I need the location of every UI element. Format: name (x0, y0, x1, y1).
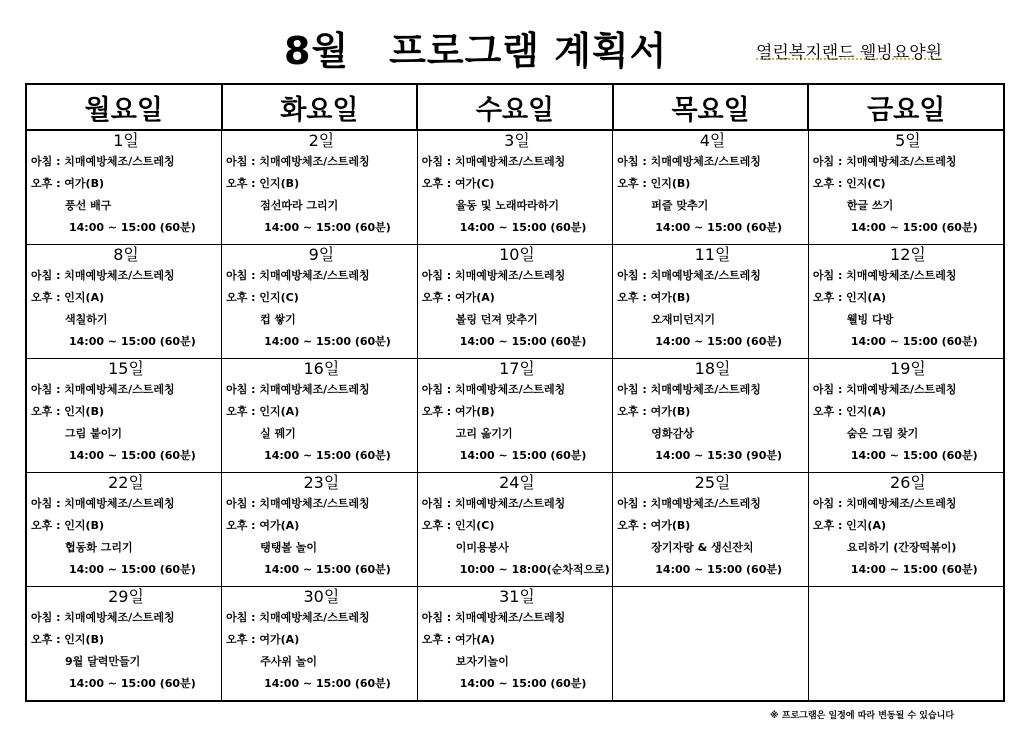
activity-name: 오재미던지기 (651, 313, 716, 326)
afternoon-program: 오후 : 인지(B) (617, 177, 691, 190)
afternoon-program: 오후 : 인지(B) (31, 633, 105, 646)
activity-name: 퍼즐 맞추기 (651, 199, 709, 212)
afternoon-program: 오후 : 인지(B) (31, 405, 105, 418)
day-number: 25일 (694, 473, 731, 492)
activity-time: 14:00 ~ 15:00 (60분) (850, 335, 978, 348)
day-cell (222, 359, 418, 473)
afternoon-program: 오후 : 인지(C) (226, 291, 299, 304)
title-month: 8월 (284, 29, 350, 73)
morning-program: 아침 : 치매예방체조/스트레칭 (421, 155, 566, 168)
day-cell (26, 473, 222, 587)
morning-program: 아침 : 치매예방체조/스트레칭 (812, 155, 957, 168)
afternoon-program: 오후 : 여가(B) (617, 291, 691, 304)
activity-time: 14:00 ~ 15:00 (60분) (655, 221, 783, 234)
empty-day-cell (613, 587, 809, 702)
day-cell (417, 245, 613, 359)
weekday-header-row (26, 84, 1004, 130)
activity-time: 14:00 ~ 15:00 (60분) (655, 335, 783, 348)
activity-time: 14:00 ~ 15:00 (60분) (69, 563, 196, 576)
afternoon-program: 오후 : 인지(A) (31, 291, 105, 304)
facility-name: 열린복지랜드 웰빙요양원 (756, 43, 943, 63)
day-cell (613, 473, 809, 587)
morning-program: 아침 : 치매예방체조/스트레칭 (421, 269, 566, 282)
activity-name: 주사위 놀이 (260, 655, 318, 668)
activity-time: 14:00 ~ 15:00 (60분) (69, 335, 196, 348)
day-number: 18일 (694, 359, 731, 378)
activity-name: 웰빙 다방 (846, 313, 894, 326)
activity-time: 14:00 ~ 15:00 (60분) (264, 335, 391, 348)
day-cell (417, 587, 613, 702)
day-cell (222, 245, 418, 359)
activity-time: 14:00 ~ 15:00 (60분) (850, 221, 978, 234)
day-number: 17일 (499, 359, 535, 378)
day-cell (222, 587, 418, 702)
activity-time: 14:00 ~ 15:00 (60분) (459, 449, 587, 462)
afternoon-program: 오후 : 인지(A) (812, 405, 887, 418)
activity-time: 14:00 ~ 15:00 (60분) (264, 221, 391, 234)
afternoon-program: 오후 : 여가(A) (421, 291, 495, 304)
day-number: 19일 (890, 359, 926, 378)
morning-program: 아침 : 치매예방체조/스트레칭 (226, 269, 370, 282)
morning-program: 아침 : 치매예방체조/스트레칭 (31, 611, 175, 624)
activity-name: 색칠하기 (65, 313, 108, 326)
morning-program: 아침 : 치매예방체조/스트레칭 (226, 383, 370, 396)
day-cell (808, 359, 1004, 473)
title-main: 프로그램 계획서 (389, 29, 668, 73)
week-row (26, 130, 1004, 245)
activity-time: 14:00 ~ 15:00 (60분) (69, 221, 196, 234)
day-number: 3일 (504, 131, 530, 150)
day-number: 16일 (303, 359, 340, 378)
afternoon-program: 오후 : 여가(A) (226, 633, 300, 646)
activity-name: 율동 및 노래따라하기 (455, 199, 559, 212)
activity-name: 점선따라 그리기 (260, 199, 339, 212)
day-cell (222, 130, 418, 245)
morning-program: 아침 : 치매예방체조/스트레칭 (421, 497, 566, 510)
day-cell (417, 359, 613, 473)
morning-program: 아침 : 치매예방체조/스트레칭 (617, 383, 761, 396)
schedule-body (26, 130, 1004, 701)
afternoon-program: 오후 : 여가(B) (421, 405, 495, 418)
morning-program: 아침 : 치매예방체조/스트레칭 (31, 269, 175, 282)
weekday-header: 금요일 (808, 84, 1004, 130)
activity-time: 14:00 ~ 15:00 (60분) (264, 677, 391, 690)
activity-time: 10:00 ~ 18:00(순차적으로) (459, 563, 610, 576)
activity-time: 14:00 ~ 15:00 (60분) (459, 677, 587, 690)
schedule-table (25, 83, 1005, 702)
day-number: 5일 (895, 131, 921, 150)
morning-program: 아침 : 치매예방체조/스트레칭 (226, 611, 370, 624)
activity-name: 그림 붙이기 (65, 427, 122, 440)
day-number: 24일 (499, 473, 535, 492)
day-number: 29일 (108, 587, 144, 606)
afternoon-program: 오후 : 인지(A) (812, 291, 887, 304)
day-cell (26, 359, 222, 473)
day-cell (808, 473, 1004, 587)
afternoon-program: 오후 : 여가(A) (421, 633, 495, 646)
day-number: 9일 (308, 245, 335, 264)
weekday-header: 목요일 (613, 84, 809, 130)
day-cell (808, 245, 1004, 359)
morning-program: 아침 : 치매예방체조/스트레칭 (812, 497, 957, 510)
day-number: 12일 (890, 245, 926, 264)
activity-name: 탱탱볼 놀이 (260, 541, 318, 554)
activity-name: 9월 달력만들기 (65, 655, 141, 668)
morning-program: 아침 : 치매예방체조/스트레칭 (421, 383, 566, 396)
day-cell (613, 359, 809, 473)
afternoon-program: 오후 : 인지(B) (226, 177, 300, 190)
activity-name: 볼링 던져 맞추기 (455, 313, 538, 326)
activity-name: 실 꿰기 (260, 427, 296, 440)
activity-time: 14:00 ~ 15:30 (90분) (655, 449, 783, 462)
afternoon-program: 오후 : 인지(C) (812, 177, 886, 190)
day-number: 8일 (113, 245, 139, 264)
morning-program: 아침 : 치매예방체조/스트레칭 (226, 155, 370, 168)
afternoon-program: 오후 : 인지(C) (421, 519, 495, 532)
day-cell (222, 473, 418, 587)
day-cell (613, 245, 809, 359)
afternoon-program: 오후 : 인지(B) (31, 519, 105, 532)
day-cell (26, 245, 222, 359)
day-number: 31일 (499, 587, 535, 606)
weekday-header: 월요일 (26, 84, 222, 130)
empty-day-cell (808, 587, 1004, 702)
day-number: 4일 (699, 131, 726, 150)
afternoon-program: 오후 : 여가(B) (617, 519, 691, 532)
activity-time: 14:00 ~ 15:00 (60분) (69, 677, 196, 690)
day-cell (26, 130, 222, 245)
activity-name: 보자기놀이 (455, 655, 509, 668)
activity-name: 장기자랑 & 생신잔치 (651, 541, 754, 554)
day-number: 2일 (308, 131, 335, 150)
weekday-header: 수요일 (417, 84, 613, 130)
activity-time: 14:00 ~ 15:00 (60분) (850, 449, 978, 462)
activity-time: 14:00 ~ 15:00 (60분) (655, 563, 783, 576)
afternoon-program: 오후 : 여가(A) (226, 519, 300, 532)
day-number: 26일 (890, 473, 926, 492)
activity-name: 이미용봉사 (455, 541, 509, 554)
afternoon-program: 오후 : 인지(A) (226, 405, 300, 418)
weekday-header: 화요일 (222, 84, 418, 130)
activity-name: 협동화 그리기 (65, 541, 133, 554)
activity-time: 14:00 ~ 15:00 (60분) (850, 563, 978, 576)
activity-name: 컵 쌓기 (260, 313, 296, 326)
afternoon-program: 오후 : 여가(C) (421, 177, 495, 190)
activity-name: 영화감상 (651, 427, 694, 440)
week-row (26, 587, 1004, 702)
week-row (26, 245, 1004, 359)
day-number: 30일 (303, 587, 340, 606)
day-number: 10일 (499, 245, 535, 264)
morning-program: 아침 : 치매예방체조/스트레칭 (31, 155, 175, 168)
day-number: 23일 (303, 473, 340, 492)
activity-name: 요리하기 (간장떡볶이) (846, 541, 957, 554)
morning-program: 아침 : 치매예방체조/스트레칭 (31, 497, 175, 510)
morning-program: 아침 : 치매예방체조/스트레칭 (617, 497, 761, 510)
afternoon-program: 오후 : 인지(A) (812, 519, 887, 532)
day-cell (808, 130, 1004, 245)
week-row (26, 473, 1004, 587)
afternoon-program: 오후 : 여가(B) (31, 177, 105, 190)
day-cell (417, 130, 613, 245)
morning-program: 아침 : 치매예방체조/스트레칭 (421, 611, 566, 624)
day-number: 11일 (694, 245, 731, 264)
activity-name: 한글 쓰기 (846, 199, 894, 212)
day-cell (613, 130, 809, 245)
morning-program: 아침 : 치매예방체조/스트레칭 (31, 383, 175, 396)
afternoon-program: 오후 : 여가(B) (617, 405, 691, 418)
activity-time: 14:00 ~ 15:00 (60분) (459, 335, 587, 348)
day-cell (417, 473, 613, 587)
day-number: 22일 (108, 473, 144, 492)
week-row (26, 359, 1004, 473)
morning-program: 아침 : 치매예방체조/스트레칭 (226, 497, 370, 510)
activity-time: 14:00 ~ 15:00 (60분) (459, 221, 587, 234)
day-number: 1일 (113, 131, 139, 150)
activity-time: 14:00 ~ 15:00 (60분) (69, 449, 196, 462)
day-cell (26, 587, 222, 702)
morning-program: 아침 : 치매예방체조/스트레칭 (617, 269, 761, 282)
activity-name: 풍선 배구 (65, 199, 112, 212)
morning-program: 아침 : 치매예방체조/스트레칭 (812, 383, 957, 396)
page-title (284, 20, 667, 75)
morning-program: 아침 : 치매예방체조/스트레칭 (812, 269, 957, 282)
activity-name: 숨은 그림 찾기 (846, 427, 919, 440)
footer-note: ※ 프로그램은 일정에 따라 변동될 수 있습니다 (770, 711, 955, 721)
activity-time: 14:00 ~ 15:00 (60분) (264, 563, 391, 576)
day-number: 15일 (108, 359, 144, 378)
activity-time: 14:00 ~ 15:00 (60분) (264, 449, 391, 462)
morning-program: 아침 : 치매예방체조/스트레칭 (617, 155, 761, 168)
activity-name: 고리 옮기기 (455, 427, 513, 440)
